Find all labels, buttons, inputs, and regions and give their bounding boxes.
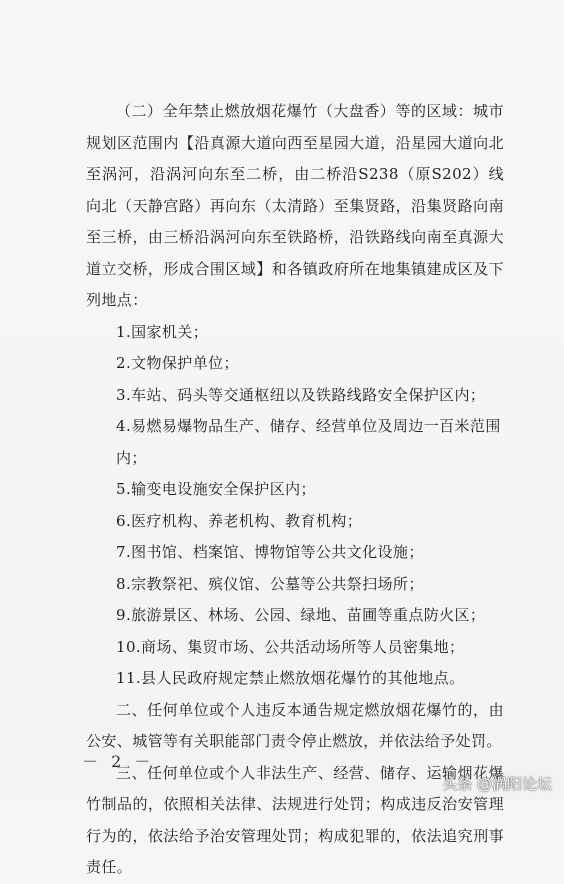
list-item: 8.宗教祭祀、殡仪馆、公墓等公共祭扫场所； (116, 574, 424, 593)
list-item: 7.图书馆、档案馆、博物馆等公共文化设施； (116, 543, 424, 561)
watermark-text: 头条 @涡阳论坛 (442, 775, 552, 793)
watermark (442, 773, 552, 794)
list-item: 2.文物保护单位； (116, 354, 239, 372)
list-item: 10.商场、集贸市场、公共活动场所等人员密集地； (116, 637, 465, 656)
list-item: 6.医疗机构、养老机构、教育机构； (116, 511, 363, 530)
list-item: 9.旅游景区、林场、公园、绿地、苗圃等重点防火区； (116, 606, 486, 624)
section-three-paragraph: 三、任何单位或个人非法生产、经营、储存、运输烟花爆竹制品的，依照相关法律、法规进行处罚；构成违反治安管理行为的，依法给予治安管理处罚；构成犯罪的，依法追究刑事责任。 (86, 763, 504, 876)
section-two-paragraph: 二、任何单位或个人违反本通告规定燃放烟花爆竹的，由公安、城管等有关职能部门责令停止燃放，并依法给予处罚。 (86, 700, 504, 750)
intro-paragraph: （二）全年禁止燃放烟花爆竹（大盘香）等的区域：城市规划区范围内【沿真源大道向西至星园大道，沿星园大道向北至涡河，沿涡河向东至二桥，由二桥沿S238（原S202）线向北（天静宫路）再向东（太清路）至集贤路，沿集贤路向南至三桥，由三桥沿涡河向东至铁路桥，沿铁路线向南至真源大道立交桥，形成合围区域】和各镇政府所在地集镇建成区及下列地点： (86, 102, 504, 309)
list-item: 1.国家机关； (116, 322, 209, 341)
list-item: 11.县人民政府规定禁止燃放烟花爆竹的其他地点。 (116, 669, 465, 687)
location-list (86, 317, 504, 695)
list-item: 5.输变电设施安全保护区内； (116, 480, 316, 498)
page-number: － 2 － (82, 752, 155, 771)
list-item: 3.车站、码头等交通枢纽以及铁路线路安全保护区内； (116, 385, 486, 404)
list-item: 4.易燃易爆物品生产、储存、经营单位及周边一百米范围内； (116, 417, 501, 467)
